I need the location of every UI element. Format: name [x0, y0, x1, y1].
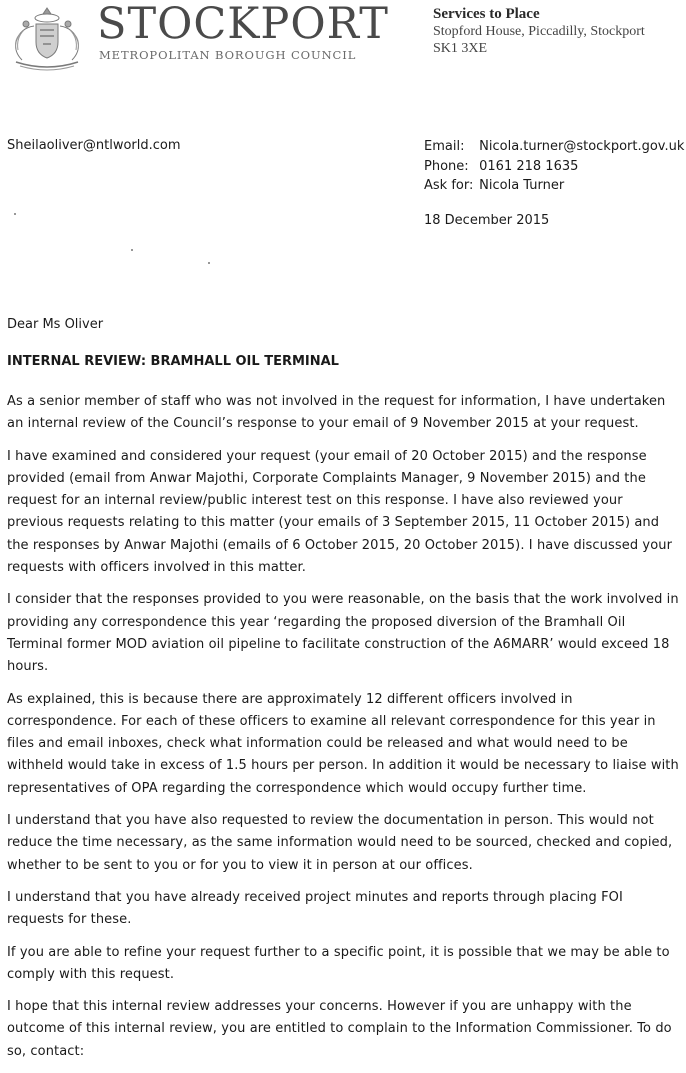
body-paragraph-6: I understand that you have already received project minutes and reports through placing FOI requests for these.: [7, 889, 623, 928]
body-paragraph-7: If you are able to refine your request further to a specific point, it is possible that we may be able to comply with this request.: [7, 944, 670, 982]
recipient-email: Sheilaoliver@ntlworld.com: [7, 138, 181, 153]
subject-heading: INTERNAL REVIEW: BRAMHALL OIL TERMINAL: [7, 354, 339, 369]
body-paragraph-8: I hope that this internal review addresses your concerns. However if you are unhappy with the outcome of this internal review, you are entitled to complain to the Information Commissioner. To do so, contact:: [7, 999, 672, 1059]
letter-date: 18 December 2015: [424, 213, 550, 228]
phone-value: 0161 218 1635: [479, 158, 579, 174]
service-title: Services to Place: [433, 6, 540, 22]
body-paragraph-2: I have examined and considered your request (your email of 20 October 2015) and the response provided (email from Anwar Majothi, Corporate Complaints Manager, 9 November 2015) and the request for an internal review/public interest test on this response. I have also reviewed your previous requests relating to this matter (your emails of 3 September 2015, 11 October 2015) and the responses by Anwar Majothi (emails of 6 October 2015, 20 October 2015). I have discussed your requests with officers involved in this matter.: [7, 448, 673, 576]
email-value: Nicola.turner@stockport.gov.uk: [479, 139, 685, 154]
salutation: Dear Ms Oliver: [7, 317, 104, 332]
contact-ask-row: [424, 176, 684, 196]
scan-speck: [14, 213, 16, 215]
scan-speck: [131, 249, 133, 251]
body-paragraph-3: I consider that the responses provided to you were reasonable, on the basis that the work involved in providing any correspondence this year ‘regarding the proposed diversion of the Bramhall Oil Terminal former MOD aviation oil pipeline to facilitate construction of the A6MARR’ would exceed 18 hours.: [7, 592, 679, 675]
phone-label: Phone:: [424, 158, 469, 174]
scan-speck: [208, 262, 210, 264]
council-subtitle: METROPOLITAN BOROUGH COUNCIL: [99, 48, 357, 62]
address-line-2: SK1 3XE: [433, 41, 488, 56]
contact-email-row: [424, 137, 684, 157]
contact-phone-row: [424, 157, 684, 177]
ask-for-value: Nicola Turner: [479, 178, 565, 193]
ask-for-label: Ask for:: [424, 178, 474, 193]
contact-block: [424, 137, 684, 196]
body-paragraph-4: As explained, this is because there are approximately 12 different officers involved in correspondence. For each of these officers to examine all relevant correspondence for this year in files and email inboxes, check what information could be released and what would need to be withheld would take in excess of 1.5 hours per person. In addition it would be necessary to liaise with representatives of OPA regarding the correspondence which would occupy further time.: [7, 691, 679, 796]
body-paragraph-1: As a senior member of staff who was not involved in the request for information, I have undertaken an internal review of the Council’s response to your email of 9 November 2015 at your request.: [7, 394, 666, 432]
body-paragraph-5: I understand that you have also requested to review the documentation in person. This would not reduce the time necessary, as the same information would need to be sourced, checked and copied, whether to be sent to you or for you to view it in person at our offices.: [7, 813, 673, 873]
letter-body: [7, 391, 683, 1073]
service-address-block: [433, 5, 685, 57]
council-crest-icon: [6, 4, 88, 74]
email-label: Email:: [424, 139, 465, 154]
address-line-1: Stopford House, Piccadilly, Stockport: [433, 24, 645, 39]
council-name: STOCKPORT: [97, 0, 389, 49]
